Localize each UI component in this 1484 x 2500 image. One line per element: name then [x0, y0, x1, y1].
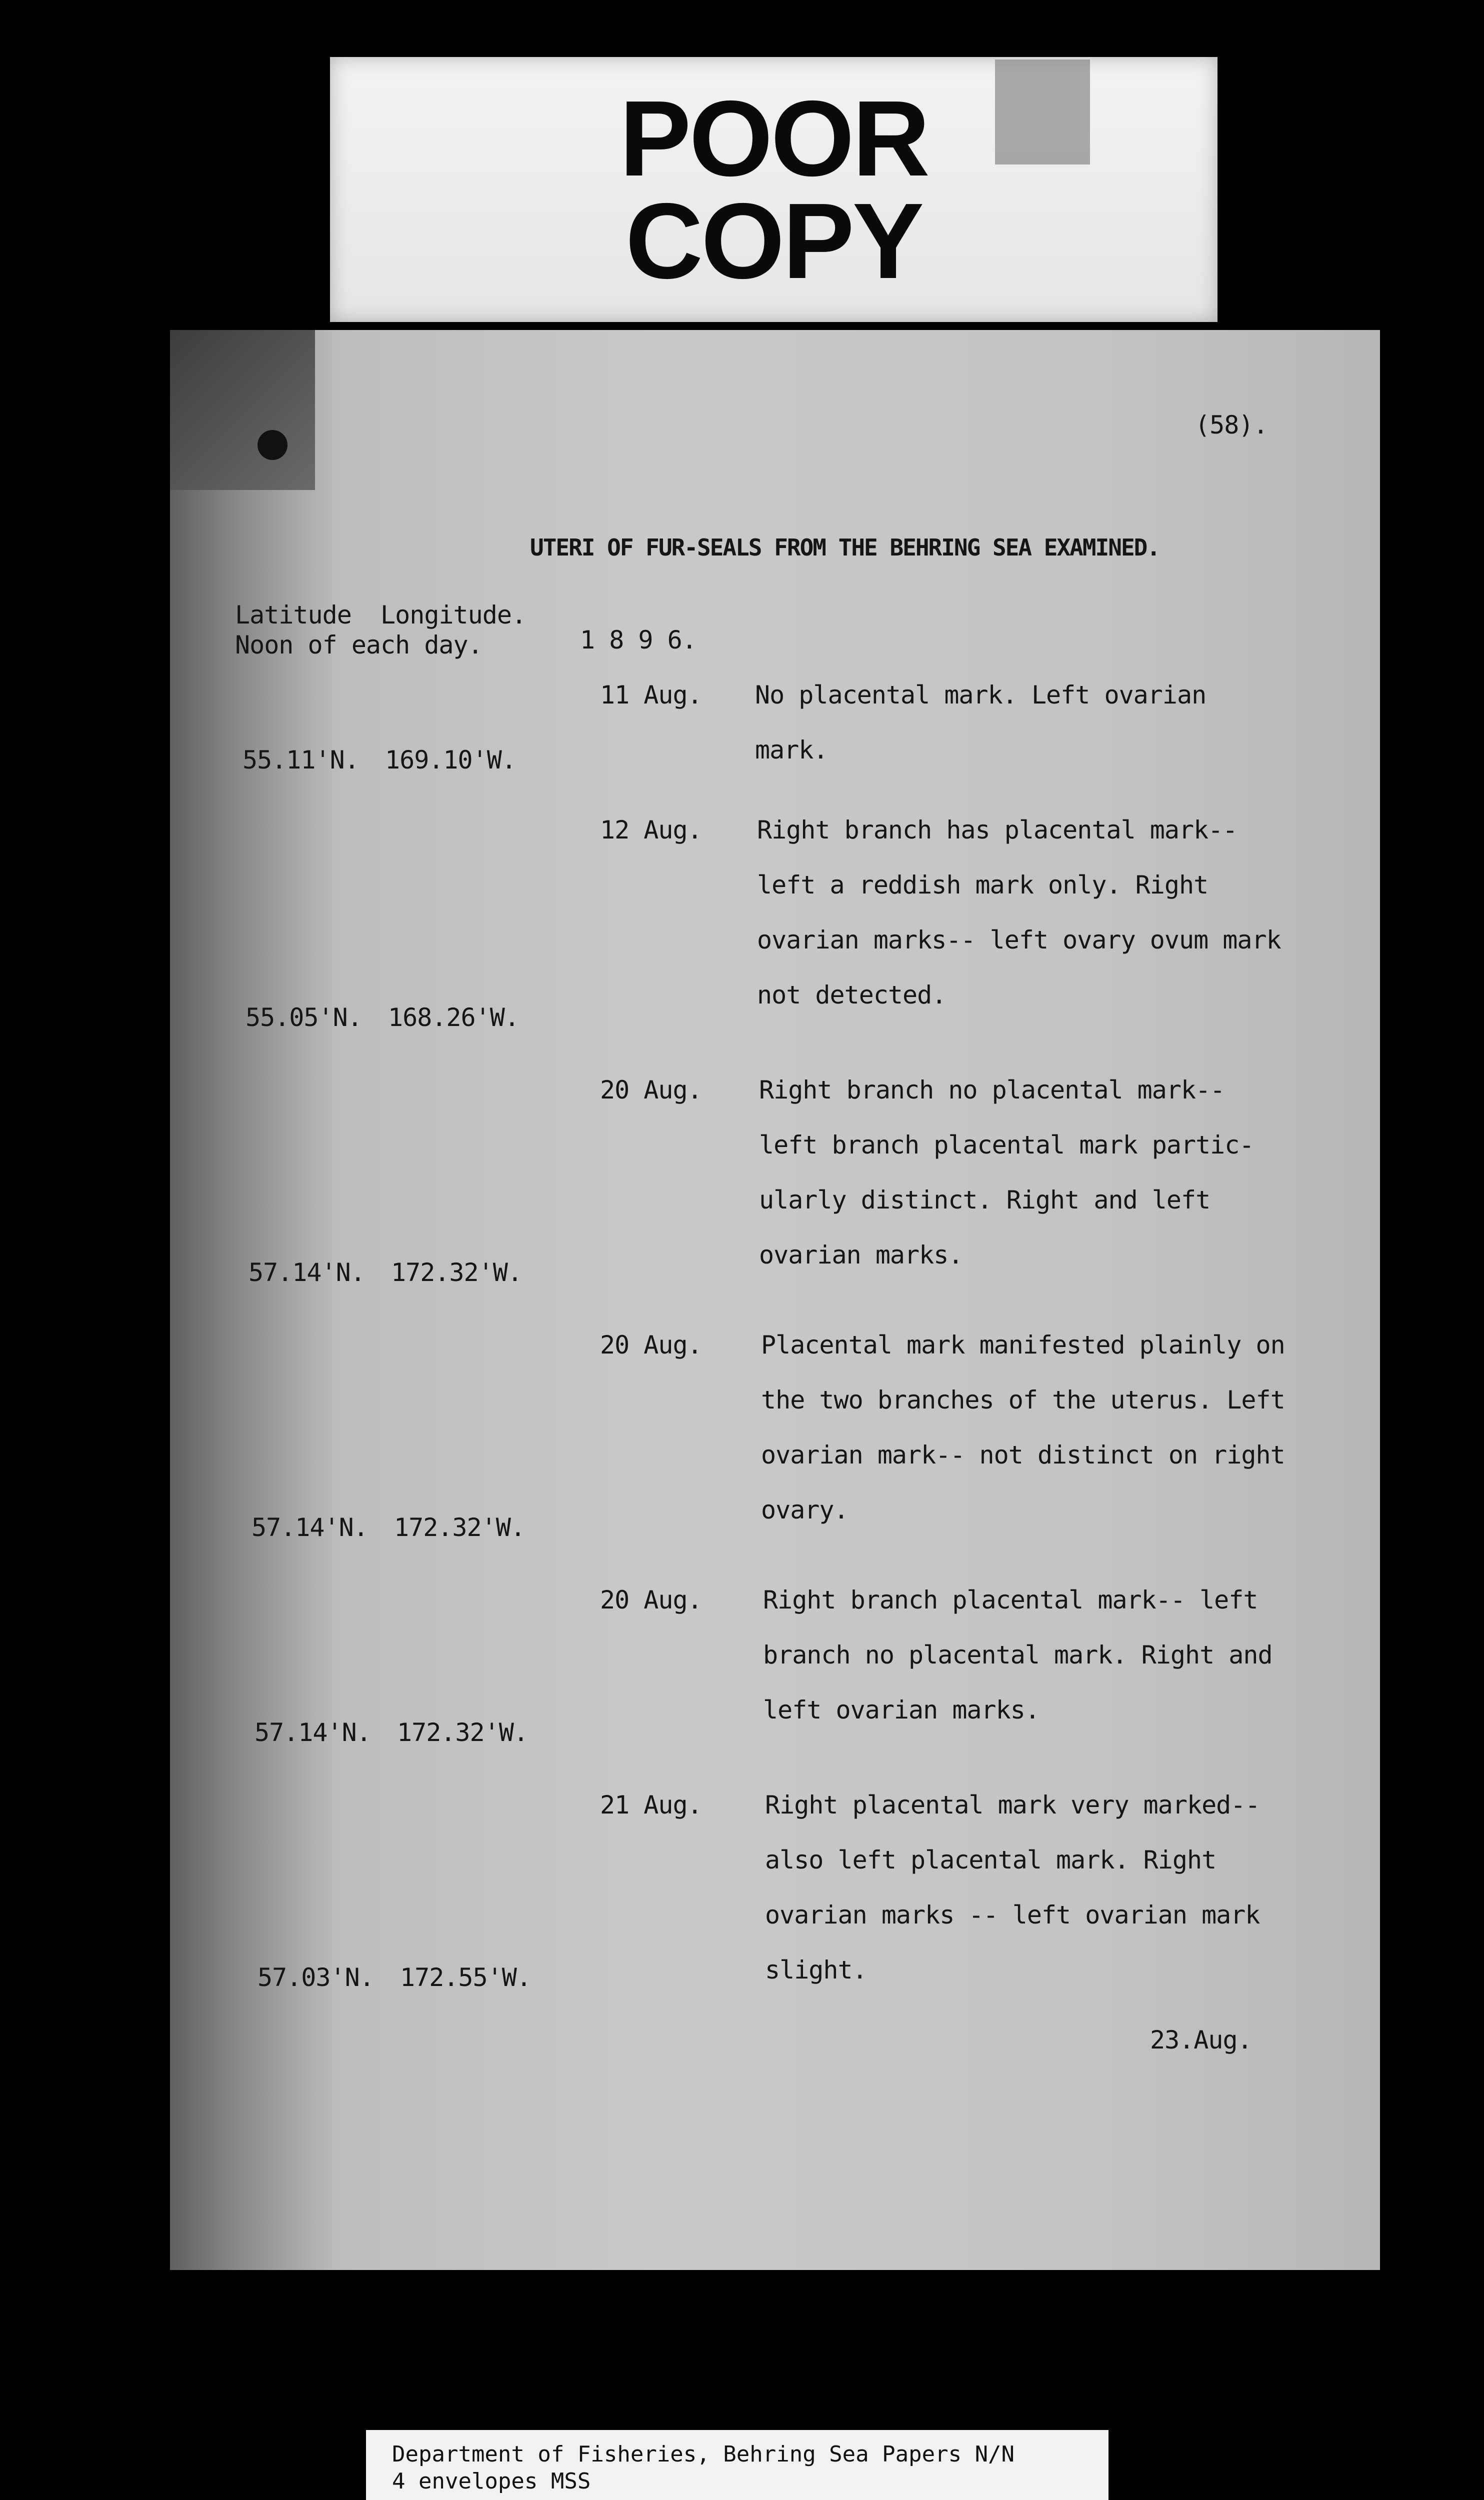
- poor-copy-line1: POOR: [619, 78, 928, 198]
- entry-text-line: also left placental mark. Right: [765, 1846, 1216, 1874]
- entry-text-line: ovarian marks-- left ovary ovum mark: [757, 926, 1281, 954]
- column-header-noon: Noon of each day.: [235, 630, 482, 660]
- poor-copy-line2: COPY: [625, 180, 922, 301]
- entry-date: 20 Aug.: [600, 1586, 702, 1614]
- entry-text-line: left branch placental mark partic-: [759, 1130, 1254, 1160]
- entry-text-line: left a reddish mark only. Right: [757, 870, 1208, 900]
- entry-text-line: No placental mark. Left ovarian: [755, 680, 1206, 710]
- entry-text-line: slight.: [765, 1956, 867, 1984]
- page-number: (58).: [1195, 410, 1268, 440]
- entry-latitude: 55.11'N.: [242, 746, 359, 774]
- entry-text-line: ovary.: [761, 1496, 848, 1524]
- entry-latitude: 55.05'N.: [246, 1003, 362, 1032]
- entry-latitude: 57.14'N.: [254, 1718, 371, 1747]
- entry-date: 20 Aug.: [600, 1076, 702, 1104]
- document-sheet: [170, 330, 1380, 2270]
- entry-text-line: Right branch has placental mark--: [757, 816, 1238, 844]
- entry-text-line: ovarian marks.: [759, 1240, 963, 1270]
- punch-hole: [258, 430, 288, 460]
- entry-longitude: 168.26'W.: [388, 1003, 519, 1032]
- entry-longitude: 172.32'W.: [397, 1718, 528, 1747]
- entry-text-line: Right branch no placental mark--: [759, 1076, 1225, 1104]
- entry-text-line: ovarian mark-- not distinct on right: [761, 1440, 1285, 1470]
- entry-text-line: mark.: [755, 736, 828, 764]
- entry-longitude: 169.10'W.: [385, 746, 516, 774]
- sheet-corner-shadow: [170, 330, 315, 490]
- entry-text-line: left ovarian marks.: [763, 1696, 1040, 1724]
- fisheries-note-line2: 4 envelopes MSS: [392, 2468, 591, 2494]
- entry-date: 20 Aug.: [600, 1330, 702, 1360]
- entry-text-line: Placental mark manifested plainly on: [761, 1330, 1285, 1360]
- entry-date: 21 Aug.: [600, 1790, 702, 1820]
- entry-text-line: ularly distinct. Right and left: [759, 1186, 1210, 1214]
- entry-latitude: 57.14'N.: [252, 1513, 368, 1542]
- entry-text-line: Right branch placental mark-- left: [763, 1586, 1258, 1614]
- footer-date: 23.Aug.: [1150, 2026, 1252, 2054]
- document-title: UTERI OF FUR-SEALS FROM THE BEHRING SEA EXAMINED.: [530, 534, 1160, 561]
- fisheries-note: [366, 2430, 1108, 2500]
- entry-latitude: 57.14'N.: [248, 1258, 365, 1287]
- entry-date: 12 Aug.: [600, 816, 702, 844]
- entry-longitude: 172.55'W.: [400, 1963, 531, 1992]
- entry-text-line: Right placental mark very marked--: [765, 1790, 1260, 1820]
- column-header-coords: Latitude Longitude.: [235, 600, 526, 630]
- poor-copy-label: [330, 57, 1218, 322]
- fisheries-note-line1: Department of Fisheries, Behring Sea Papers N/N: [392, 2442, 1015, 2467]
- entry-latitude: 57.03'N.: [258, 1963, 374, 1992]
- entry-text-line: the two branches of the uterus. Left: [761, 1386, 1285, 1414]
- entry-date: 11 Aug.: [600, 680, 702, 710]
- year-heading: 1 8 9 6.: [580, 626, 696, 654]
- entry-text-line: ovarian marks -- left ovarian mark: [765, 1900, 1260, 1930]
- entry-text-line: branch no placental mark. Right and: [763, 1640, 1272, 1670]
- entry-longitude: 172.32'W.: [394, 1513, 525, 1542]
- tape-strip: [995, 60, 1090, 164]
- entry-longitude: 172.32'W.: [391, 1258, 522, 1287]
- entry-text-line: not detected.: [757, 980, 946, 1010]
